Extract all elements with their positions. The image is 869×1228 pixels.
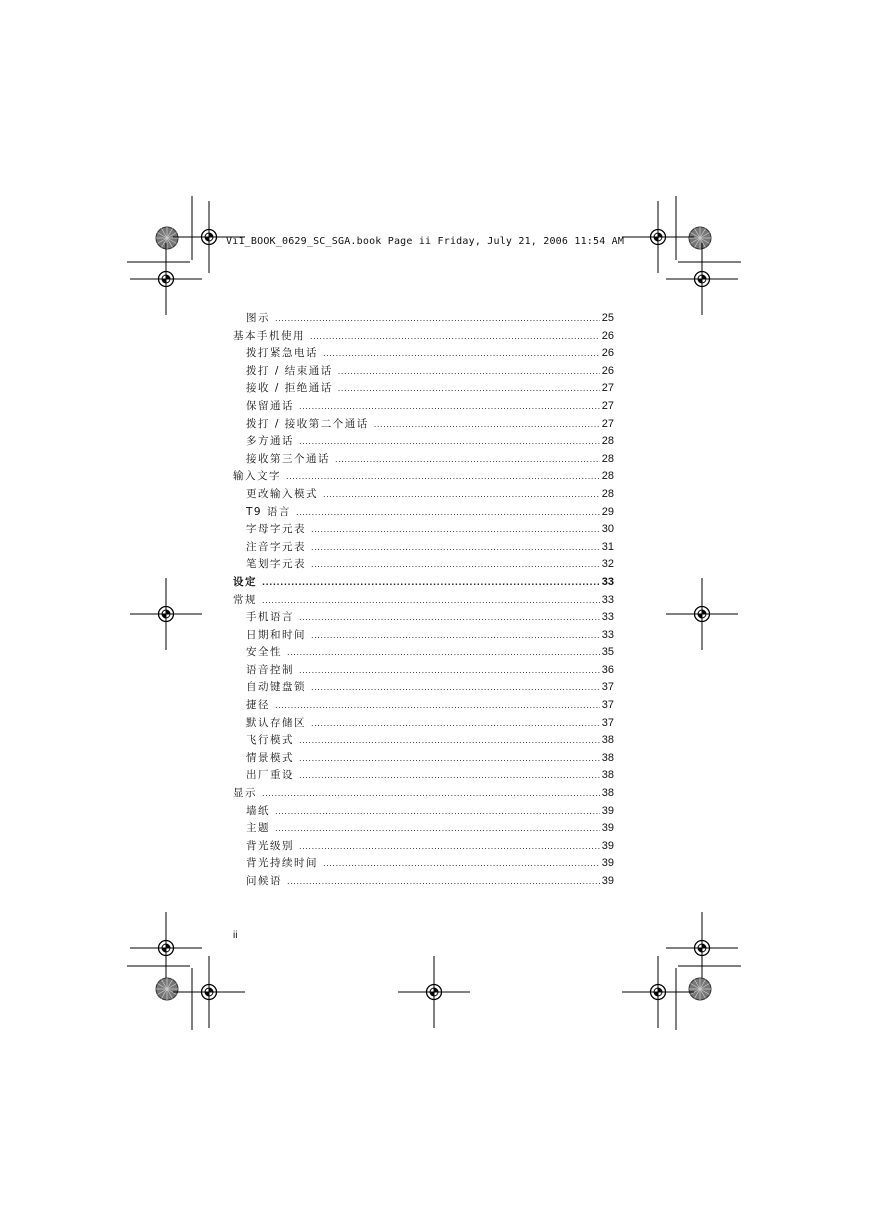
- table-of-contents: [233, 310, 614, 891]
- toc-dot-leader: [275, 310, 600, 328]
- registration-mark-icon: [130, 578, 202, 650]
- toc-entry[interactable]: [233, 592, 614, 610]
- toc-dot-leader: [299, 750, 600, 768]
- color-wheel-icon: [156, 978, 178, 1000]
- toc-entry-title: 主题: [246, 822, 270, 835]
- toc-entry-title: 问候语: [246, 875, 282, 887]
- toc-dot-leader: [296, 504, 600, 522]
- toc-dot-leader: [311, 679, 600, 697]
- toc-entry-title: 情景模式: [246, 751, 294, 764]
- registration-mark-icon: [622, 956, 694, 1028]
- toc-entry-title: 手机语言: [246, 611, 294, 624]
- toc-entry-title: 拨打紧急电话: [246, 347, 318, 360]
- toc-entry[interactable]: [233, 556, 614, 574]
- toc-entry[interactable]: [233, 803, 614, 821]
- toc-entry[interactable]: [233, 838, 614, 856]
- toc-dot-leader: [299, 732, 600, 750]
- toc-entry[interactable]: [233, 416, 614, 434]
- toc-entry-title: 基本手机使用: [233, 329, 305, 342]
- toc-entry[interactable]: [233, 451, 614, 469]
- toc-entry-title: 常规: [233, 593, 257, 606]
- toc-entry-page: 27: [601, 417, 614, 430]
- toc-entry[interactable]: [233, 609, 614, 627]
- toc-dot-leader: [287, 644, 600, 662]
- toc-dot-leader: [299, 398, 600, 416]
- registration-mark-icon: [666, 578, 738, 650]
- toc-dot-leader: [323, 486, 600, 504]
- toc-entry-title: 图示: [246, 312, 270, 324]
- toc-dot-leader: [335, 451, 600, 469]
- toc-entry-page: 32: [601, 558, 614, 571]
- toc-entry-title: 日期和时间: [246, 628, 306, 641]
- toc-entry-title: 笔划字元表: [246, 558, 306, 571]
- toc-entry-page: 28: [601, 470, 614, 483]
- toc-entry-title: 背光级别: [246, 839, 294, 852]
- toc-entry[interactable]: [233, 662, 614, 680]
- toc-entry-title: 保留通话: [246, 399, 294, 412]
- toc-entry-title: T9 语言: [246, 505, 291, 518]
- toc-dot-leader: [338, 380, 600, 398]
- toc-entry-title: 背光持续时间: [246, 857, 318, 870]
- toc-entry-page: 33: [601, 611, 614, 624]
- toc-entry-page: 29: [601, 505, 614, 518]
- toc-dot-leader: [310, 328, 600, 346]
- toc-dot-leader: [311, 556, 600, 574]
- toc-entry-page: 27: [601, 399, 614, 412]
- toc-entry[interactable]: [233, 328, 614, 346]
- toc-dot-leader: [262, 592, 600, 610]
- page-folio: ii: [233, 930, 238, 941]
- toc-entry-page: 39: [601, 839, 614, 852]
- toc-entry-page: 37: [601, 681, 614, 694]
- toc-dot-leader: [299, 662, 600, 680]
- toc-entry-title: 更改输入模式: [246, 487, 318, 500]
- toc-entry-page: 26: [601, 329, 614, 342]
- toc-entry-page: 33: [601, 628, 614, 641]
- page-slug: Vi1_BOOK_0629_SC_SGA.book Page ii Friday, July 21, 2006 11:54 AM: [226, 236, 625, 247]
- toc-entry-title: 拨打 / 接收第二个通话: [246, 417, 369, 430]
- toc-entry-title: 自动键盘锁: [246, 681, 306, 694]
- toc-dot-leader: [275, 820, 600, 838]
- toc-entry-page: 27: [601, 382, 614, 395]
- toc-entry[interactable]: [233, 644, 614, 662]
- toc-entry-title: 接收 / 拒绝通话: [246, 382, 333, 395]
- toc-entry-page: 38: [601, 787, 614, 800]
- toc-entry-title: 字母字元表: [246, 523, 306, 536]
- toc-entry-page: 38: [601, 769, 614, 782]
- toc-entry-page: 33: [601, 575, 614, 588]
- registration-mark-icon: [173, 956, 245, 1028]
- toc-entry[interactable]: [233, 345, 614, 363]
- toc-dot-leader: [338, 363, 600, 381]
- toc-entry[interactable]: [233, 732, 614, 750]
- toc-dot-leader: [287, 873, 600, 891]
- toc-entry-page: 31: [601, 540, 614, 553]
- toc-entry-title: 默认存储区: [246, 716, 306, 729]
- toc-entry-page: 38: [601, 734, 614, 747]
- toc-entry[interactable]: [233, 750, 614, 768]
- toc-dot-leader: [275, 803, 600, 821]
- toc-entry[interactable]: [233, 504, 614, 522]
- toc-entry[interactable]: [233, 785, 614, 803]
- toc-entry[interactable]: [233, 398, 614, 416]
- toc-entry-page: 26: [601, 347, 614, 360]
- toc-entry[interactable]: [233, 574, 614, 592]
- toc-entry-page: 39: [601, 822, 614, 835]
- toc-entry-title: 捷径: [246, 699, 270, 712]
- toc-dot-leader: [262, 574, 600, 592]
- toc-entry-title: 设定: [233, 575, 257, 588]
- toc-entry-title: 输入文字: [233, 470, 281, 483]
- toc-dot-leader: [299, 433, 600, 451]
- toc-entry-page: 30: [601, 523, 614, 536]
- registration-mark-icon: [130, 243, 202, 315]
- toc-entry-title: 显示: [233, 787, 257, 800]
- toc-entry-title: 出厂重设: [246, 769, 294, 782]
- registration-mark-icon: [398, 956, 470, 1028]
- toc-entry-title: 飞行模式: [246, 734, 294, 747]
- toc-entry-page: 39: [601, 857, 614, 870]
- toc-entry[interactable]: [233, 521, 614, 539]
- toc-entry-page: 25: [601, 312, 614, 324]
- toc-entry-page: 35: [601, 646, 614, 659]
- toc-entry-page: 37: [601, 699, 614, 712]
- toc-entry[interactable]: [233, 433, 614, 451]
- toc-dot-leader: [311, 715, 600, 733]
- toc-dot-leader: [299, 767, 600, 785]
- registration-mark-icon: [666, 243, 738, 315]
- color-wheel-icon: [156, 227, 178, 249]
- toc-entry[interactable]: [233, 697, 614, 715]
- toc-dot-leader: [311, 539, 600, 557]
- toc-dot-leader: [299, 838, 600, 856]
- toc-entry-title: 接收第三个通话: [246, 452, 330, 465]
- toc-entry-title: 拨打 / 结束通话: [246, 364, 333, 377]
- toc-dot-leader: [323, 345, 600, 363]
- registration-mark-icon: [130, 912, 202, 984]
- toc-entry[interactable]: [233, 855, 614, 873]
- toc-entry-page: 26: [601, 364, 614, 377]
- toc-dot-leader: [311, 627, 600, 645]
- toc-dot-leader: [323, 855, 600, 873]
- toc-dot-leader: [286, 468, 600, 486]
- toc-entry[interactable]: [233, 310, 614, 328]
- toc-entry-page: 28: [601, 452, 614, 465]
- toc-entry[interactable]: [233, 679, 614, 697]
- toc-entry-page: 39: [601, 875, 614, 887]
- toc-entry-title: 多方通话: [246, 435, 294, 448]
- toc-entry-page: 28: [601, 487, 614, 500]
- toc-entry[interactable]: [233, 715, 614, 733]
- toc-entry[interactable]: [233, 627, 614, 645]
- toc-entry[interactable]: [233, 767, 614, 785]
- color-wheel-icon: [689, 978, 711, 1000]
- toc-entry[interactable]: [233, 468, 614, 486]
- toc-entry-page: 36: [601, 663, 614, 676]
- color-wheel-icon: [689, 227, 711, 249]
- toc-entry-title: 墙纸: [246, 804, 270, 817]
- registration-mark-icon: [666, 912, 738, 984]
- toc-entry-title: 语音控制: [246, 663, 294, 676]
- toc-entry[interactable]: [233, 539, 614, 557]
- toc-entry-page: 37: [601, 716, 614, 729]
- toc-entry[interactable]: [233, 486, 614, 504]
- toc-dot-leader: [299, 609, 600, 627]
- toc-dot-leader: [374, 416, 600, 434]
- toc-entry-page: 38: [601, 751, 614, 764]
- toc-entry-page: 33: [601, 593, 614, 606]
- toc-entry-title: 注音字元表: [246, 540, 306, 553]
- toc-dot-leader: [275, 697, 600, 715]
- toc-entry[interactable]: [233, 820, 614, 838]
- toc-entry-page: 39: [601, 804, 614, 817]
- toc-dot-leader: [311, 521, 600, 539]
- toc-entry[interactable]: [233, 873, 614, 891]
- toc-dot-leader: [262, 785, 600, 803]
- toc-entry[interactable]: [233, 380, 614, 398]
- toc-entry[interactable]: [233, 363, 614, 381]
- toc-entry-title: 安全性: [246, 646, 282, 659]
- toc-entry-page: 28: [601, 435, 614, 448]
